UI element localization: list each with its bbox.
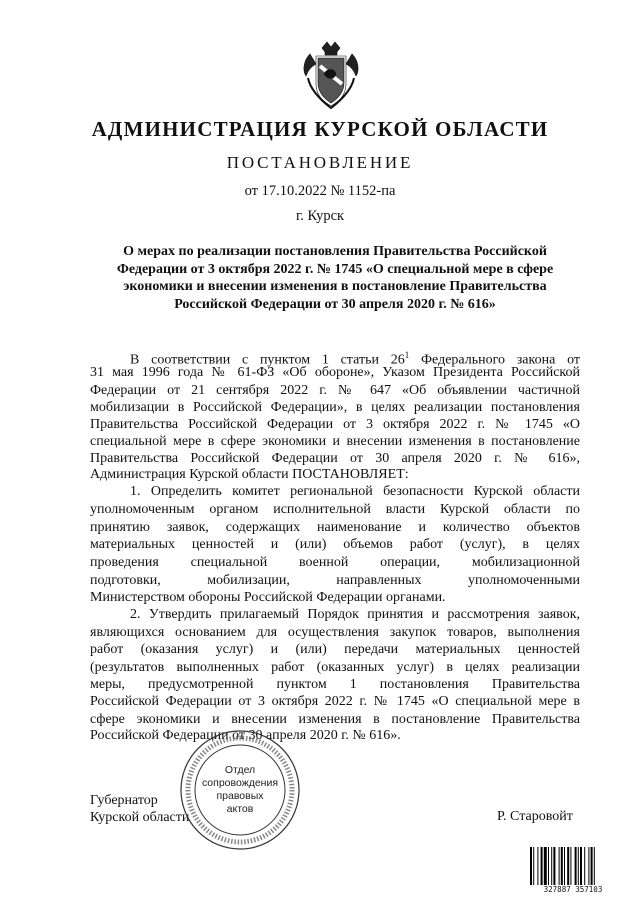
item2-line: являющихся основанием для осуществления закупок товаров, выполнения	[90, 625, 580, 640]
signature-position	[90, 792, 189, 826]
item2-line: сфере экономики и внесении изменения в постановление Правительства	[90, 712, 580, 727]
stamp-line: правовых	[216, 790, 264, 802]
barcode-bar	[594, 847, 595, 885]
preamble-line: Правительства Российской Федерации от 30 апреля 2020 г. № 616»,	[90, 451, 580, 466]
signature-position-line: Курской области	[90, 810, 190, 825]
barcode-bar	[561, 847, 563, 885]
item1-line: материальных ценностей и (или) объемов работ (услуг), в целях	[90, 537, 580, 552]
preamble-line: специальной мере в сфере экономики и внесении изменения в постановление	[90, 434, 580, 449]
item2-line: 2. Утвердить прилагаемый Порядок принятия и рассмотрения заявок,	[130, 607, 580, 622]
item2-line-last: Российской Федерации от 30 апреля 2020 г. № 616».	[90, 728, 401, 743]
barcode-bar	[530, 847, 532, 885]
document-type-heading: ПОСТАНОВЛЕНИЕ	[226, 153, 414, 172]
item1-line: уполномоченным органом исполнительной власти Курской области по	[90, 502, 580, 517]
barcode-bar	[541, 847, 543, 885]
barcode-bar	[533, 847, 534, 885]
barcode-bar	[548, 847, 549, 885]
barcode-bar	[588, 847, 589, 885]
item2-line: меры, предусмотренной пунктом 1 постановления Правительства	[90, 677, 580, 692]
signature-position-line: Губернатор	[90, 793, 158, 808]
document-city: г. Курск	[295, 208, 345, 224]
stamp-line: сопровождения	[201, 777, 279, 789]
item1-line: 1. Определить комитет региональной безопасности Курской области	[130, 484, 580, 499]
barcode-bar	[584, 847, 585, 885]
preamble-line: 31 мая 1996 года № 61-ФЗ «Об обороне», Указом Президента Российской	[90, 365, 580, 380]
barcode-bar	[578, 847, 579, 885]
preamble-line: мобилизации в Российской Федерации», в целях реализации постановления	[90, 400, 580, 415]
item2-line: (результатов выполненных работ (оказанных услуг) в целях реализации	[90, 660, 580, 675]
organization-heading: АДМИНИСТРАЦИЯ КУРСКОЙ ОБЛАСТИ	[91, 117, 549, 141]
barcode-bar	[591, 847, 593, 885]
barcode-bar	[567, 847, 569, 885]
preamble-line: Федерации от 21 сентября 2022 г. № 647 «Об объявлении частичной	[90, 383, 580, 398]
document-date-number: от 17.10.2022 № 1152-па	[244, 183, 396, 199]
preamble-line-last: Администрация Курской области ПОСТАНОВЛЯЕТ:	[90, 467, 409, 482]
barcode-digits: 327887 357103	[529, 885, 617, 894]
coat-of-arms-emblem	[298, 40, 364, 110]
title-line: О мерах по реализации постановления Правительства Российской	[123, 244, 547, 259]
barcode-bar	[559, 847, 560, 885]
stamp-center-text	[178, 764, 302, 816]
stamp-line: Отдел	[224, 764, 256, 776]
item1-line-last: Министерством обороны Российской Федерации органами.	[90, 590, 446, 605]
barcode-bar	[553, 847, 555, 885]
barcode-bar	[575, 847, 577, 885]
title-line: Федерации от 3 октября 2022 г. № 1745 «О специальной мере в сфере	[116, 261, 554, 277]
barcode-bar	[551, 847, 552, 885]
barcode-bar	[537, 847, 538, 885]
article-superscript: 1	[404, 350, 410, 360]
barcode-bar	[564, 847, 565, 885]
barcode-bar	[580, 847, 582, 885]
item2-line: Российской Федерации от 3 октября 2022 г. № 1745 «О специальной мере в	[90, 694, 580, 709]
stamp-line: актов	[226, 803, 254, 815]
item1-line: подготовки, мобилизации, направленных уполномоченными	[90, 573, 580, 588]
preamble-lead-tail: Федерального закона от	[409, 352, 581, 368]
barcode-bar	[570, 847, 571, 885]
round-stamp	[178, 728, 302, 852]
signature-name: Р. Старовойт	[497, 809, 573, 824]
title-line: Российской Федерации от 30 апреля 2020 г. № 616»	[174, 296, 496, 312]
title-line: экономики и внесении изменения в постановление Правительства	[123, 279, 547, 294]
item2-line: работ (оказания услуг) и (или) передачи материальных ценностей	[90, 642, 580, 657]
barcode-bar	[544, 847, 547, 885]
item1-line: проведения специальной военной операции, мобилизационной	[90, 555, 580, 570]
preamble-lead-text: В соответствии с пунктом 1 статьи 26	[130, 352, 405, 368]
document-title	[90, 243, 580, 313]
item1-line: принятию заявок, содержащих наименование и количество объектов	[90, 520, 580, 535]
preamble-line: Правительства Российской Федерации от 3 октября 2022 г. № 1745 «О	[90, 417, 580, 432]
